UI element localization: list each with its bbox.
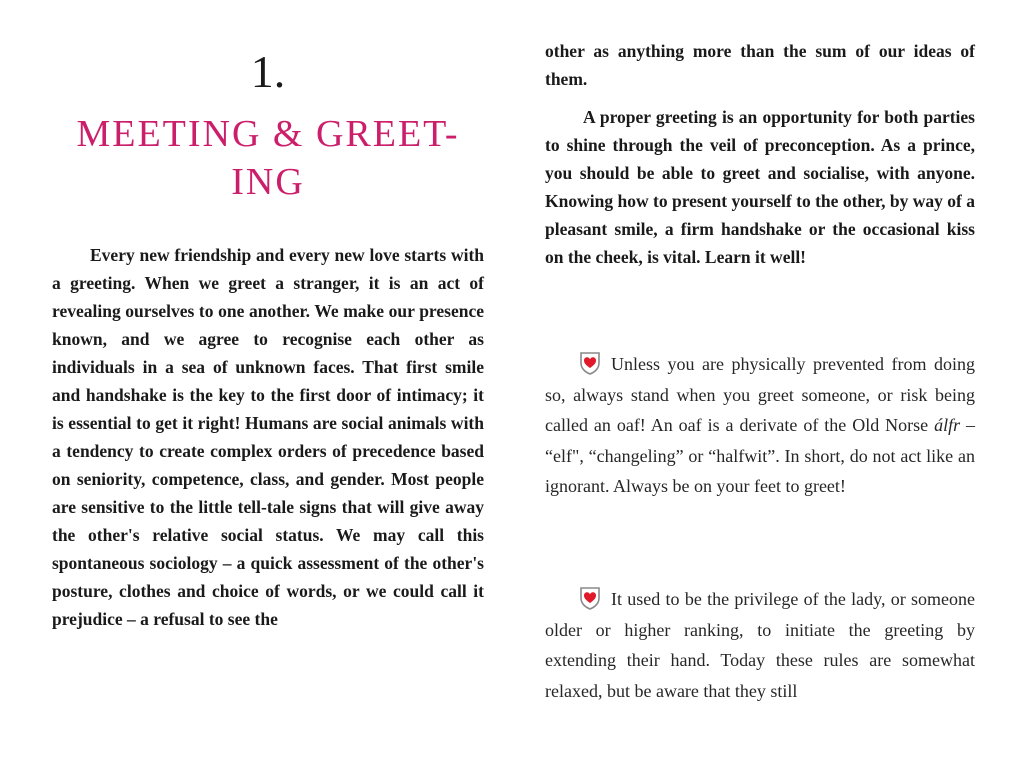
chapter-number: 1. [250,46,286,97]
greeting-paragraph: A proper greeting is an opportunity for both parties to shine through the veil of preconception. As a prince, you should be able to greet and socialise, with anyone. Knowing how to present yourself to the other, by way of a pleasant smile, a firm handshake or the occasional kiss on the cheek, is vital. Learn it well! [545,107,975,267]
tip-initiating [545,584,975,706]
tip-standing-text-end: – “elf", “changeling” or “halfwit”. In short, do not act like an ignorant. Always be on your feet to greet! [545,415,976,496]
tip-standing [545,349,975,502]
intro-paragraph: Every new friendship and every new love starts with a greeting. When we greet a stranger, it is an act of revealing ourselves to one another. We make our presence known, and we agree to recognise each other as individuals in a sea of unknown faces. That first smile and handshake is the key to the first door of intimacy; it is essential to get it right! Humans are social animals with a tendency to create complex orders of precedence based on seniority, competence, class, and gender. Most people are sensitive to the little tell-tale signs that will give away the other's relative social status. We may call this spontaneous sociology – a quick assessment of the other's posture, clothes and choice of words, or we could call it prejudice – a refusal to see the [52,245,484,629]
heart-shield-icon [579,351,601,375]
chapter-title-line-1: MEETING & GREET- [76,113,460,155]
tip-standing-text-start: Unless you are physically prevented from doing so, always stand when you greet someone, or risk being called an oaf! An oaf is a derivate of the Old Norse [545,354,975,435]
old-norse-term: álfr [934,415,961,435]
tip-initiating-text: It used to be the privilege of the lady, or someone older or higher ranking, to initiate the greeting by extending their hand. Today these rules are somewhat relaxed, but be aware that they still [545,589,975,701]
heart-shield-icon [579,586,601,610]
intro-paragraph-continuation: other as anything more than the sum of our ideas of them. [545,41,975,89]
chapter-title [52,110,484,206]
chapter-title-line-2: ING [231,161,305,203]
